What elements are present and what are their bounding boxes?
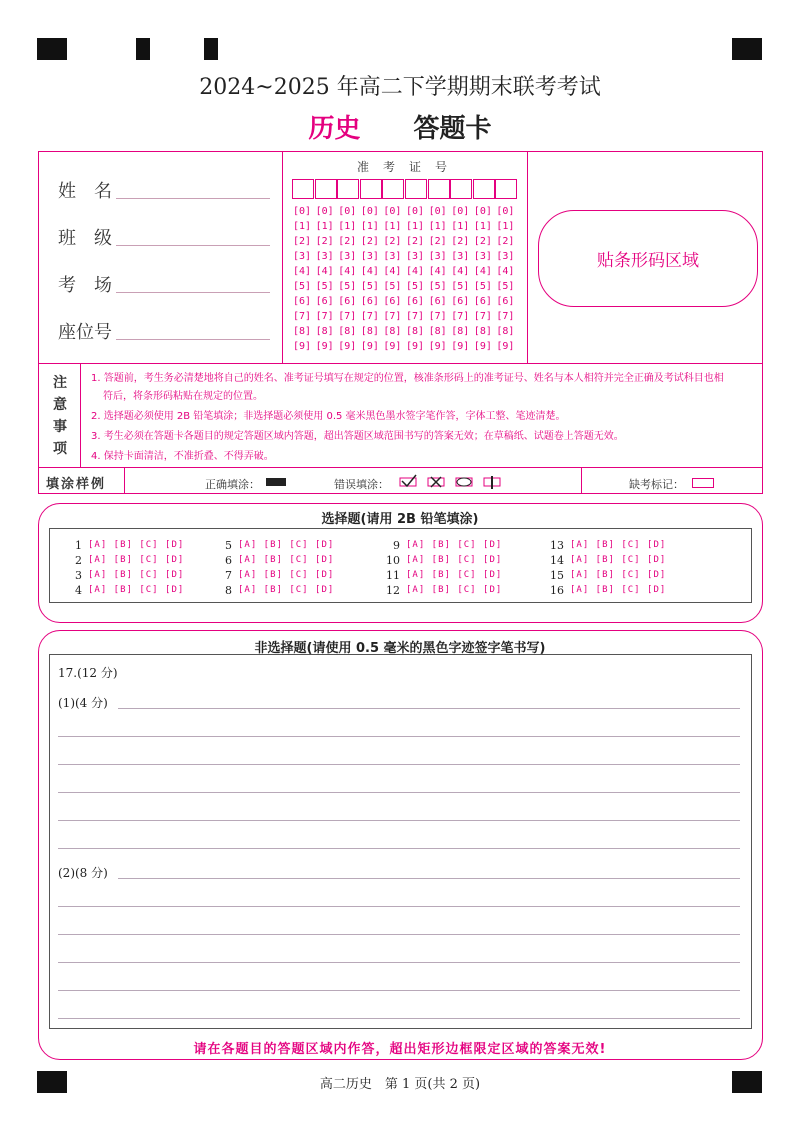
note-3: 3. 考生必须在答题卡各题目的规定答题区域内答题，超出答题区域范围书写的答案无效；在草稿纸、试题卷上答题无效。 [91,431,624,442]
exam-id-digit-bubble[interactable]: [0] [473,206,492,217]
exam-id-digit-bubble[interactable]: [9] [315,341,334,352]
exam-id-cell[interactable] [495,179,517,199]
choice-options[interactable]: [A] [B] [C] [D] [570,570,667,580]
exam-id-digit-bubble[interactable]: [0] [315,206,334,217]
answer-card-label: 答题卡 [413,114,492,144]
exam-id-digit-bubble[interactable]: [6] [315,296,334,307]
exam-id-digit-bubble[interactable]: [4] [496,266,515,277]
exam-id-cell[interactable] [405,179,427,199]
exam-id-digit-bubble[interactable]: [0] [428,206,447,217]
exam-id-digit-bubble[interactable]: [7] [338,311,357,322]
exam-id-digit-bubble[interactable]: [8] [496,326,515,337]
exam-id-digit-bubble[interactable]: [4] [473,266,492,277]
registration-mark-top-2 [136,38,150,60]
exam-id-cell[interactable] [292,179,314,199]
exam-id-digit-bubble[interactable]: [4] [293,266,312,277]
subject-name: 历史 [308,114,361,144]
barcode-area: 贴条形码区域 [538,210,758,307]
notes-heading-char-4: 项 [53,441,67,457]
exam-id-digit-bubble[interactable]: [2] [473,236,492,247]
answer-line[interactable] [58,1018,740,1019]
note-1: 1. 答题前，考生务必清楚地将自己的姓名、准考证号填写在规定的位置，核准条形码上的准考证号、姓名与本人相符并完全正确及考试科目也相 [91,373,724,384]
absent-mark-label: 缺考标记： [629,478,684,491]
name-label: 姓 名 [58,181,112,202]
exam-id-digit-bubble[interactable]: [2] [428,236,447,247]
exam-id-digit-bubble[interactable]: [3] [315,251,334,262]
exam-id-digit-bubble[interactable]: [2] [360,236,379,247]
answer-line[interactable] [58,848,740,849]
exam-id-digit-bubble[interactable]: [3] [473,251,492,262]
exam-id-digit-bubble[interactable]: [3] [428,251,447,262]
exam-id-digit-bubble[interactable]: [1] [315,221,334,232]
exam-id-digit-bubble[interactable]: [3] [360,251,379,262]
exam-id-digit-bubble[interactable]: [6] [293,296,312,307]
exam-id-digit-bubble[interactable]: [5] [338,281,357,292]
registration-mark-top-3 [204,38,218,60]
fill-divider-2 [581,468,582,494]
exam-id-digit-bubble[interactable]: [1] [496,221,515,232]
exam-id-digit-bubble[interactable]: [7] [360,311,379,322]
choice-options[interactable]: [A] [B] [C] [D] [88,555,185,565]
exam-id-digit-bubble[interactable]: [6] [451,296,470,307]
circle-icon [457,478,471,486]
absent-mark-box[interactable] [692,478,714,488]
class-field[interactable] [116,245,270,246]
exam-id-cell[interactable] [315,179,337,199]
choice-options[interactable]: [A] [B] [C] [D] [88,540,185,550]
exam-id-digit-bubble[interactable]: [6] [383,296,402,307]
exam-id-digit-bubble[interactable]: [4] [428,266,447,277]
notes-heading-char-2: 意 [53,397,67,413]
page-subtitle [0,108,800,145]
choice-question-number: 13 [550,539,564,552]
essay-section-title: 非选择题(请使用 0.5 毫米的黑色字迹签字笔书写) [254,641,546,656]
exam-id-digit-bubble[interactable]: [8] [473,326,492,337]
exam-id-digit-bubble[interactable]: [0] [383,206,402,217]
answer-line[interactable] [118,878,740,879]
exam-id-cell[interactable] [360,179,382,199]
exam-id-digit-bubble[interactable]: [8] [293,326,312,337]
wrong-fill-samples [398,474,508,490]
exam-id-digit-bubble[interactable]: [1] [383,221,402,232]
exam-id-digit-bubble[interactable]: [7] [293,311,312,322]
exam-id-digit-bubble[interactable]: [4] [383,266,402,277]
choice-question-number: 16 [550,584,564,597]
fill-example-label: 填涂样例 [46,477,107,492]
choice-options[interactable]: [A] [B] [C] [D] [406,570,503,580]
check-icon [402,475,416,486]
exam-id-digit-bubble[interactable]: [1] [428,221,447,232]
choice-question-number: 8 [225,584,232,597]
exam-id-digit-bubble[interactable]: [9] [451,341,470,352]
exam-id-digit-bubble[interactable]: [7] [496,311,515,322]
choice-options[interactable]: [A] [B] [C] [D] [406,585,503,595]
note-1-cont: 符后，将条形码粘贴在规定的位置。 [103,391,263,402]
exam-id-digit-bubble[interactable]: [5] [360,281,379,292]
question-17-label: 17.(12 分) [58,666,118,680]
seat-label: 座位号 [58,322,112,343]
exam-id-digit-bubble[interactable]: [2] [406,236,425,247]
choice-question-number: 14 [550,554,564,567]
choice-question-number: 11 [386,569,400,582]
exam-id-digit-bubble[interactable]: [0] [293,206,312,217]
exam-id-digit-bubble[interactable]: [9] [473,341,492,352]
choice-question-number: 5 [225,539,232,552]
exam-id-digit-bubble[interactable]: [5] [473,281,492,292]
class-label: 班 级 [58,228,112,249]
choice-options[interactable]: [A] [B] [C] [D] [570,585,667,595]
exam-id-cell[interactable] [382,179,404,199]
exam-id-digit-bubble[interactable]: [8] [338,326,357,337]
exam-id-digit-bubble[interactable]: [5] [496,281,515,292]
part-1-label: (1)(4 分) [58,696,108,710]
exam-id-digit-bubble[interactable]: [7] [315,311,334,322]
choice-options[interactable]: [A] [B] [C] [D] [238,570,335,580]
exam-id-digit-bubble[interactable]: [0] [338,206,357,217]
exam-id-digit-bubble[interactable]: [1] [338,221,357,232]
exam-id-digit-bubble[interactable]: [7] [383,311,402,322]
choice-options[interactable]: [A] [B] [C] [D] [570,555,667,565]
exam-id-digit-bubble[interactable]: [2] [315,236,334,247]
exam-id-digit-bubble[interactable]: [4] [360,266,379,277]
note-2: 2. 选择题必须使用 2B 铅笔填涂；非选择题必须使用 0.5 毫米黑色墨水签字笔作答，字体工整、笔迹清楚。 [91,411,566,422]
choice-question-number: 2 [75,554,82,567]
exam-id-digit-bubble[interactable]: [7] [473,311,492,322]
correct-fill-label: 正确填涂： [205,478,260,491]
answer-line[interactable] [58,962,740,963]
exam-id-digit-bubble[interactable]: [7] [428,311,447,322]
choice-options[interactable]: [A] [B] [C] [D] [88,585,185,595]
answer-line[interactable] [58,906,740,907]
essay-inner-box [49,654,752,1029]
exam-id-digit-bubble[interactable]: [6] [496,296,515,307]
choice-question-number: 7 [225,569,232,582]
exam-id-digit-bubble[interactable]: [6] [473,296,492,307]
choice-question-number: 1 [75,539,82,552]
answer-line[interactable] [58,736,740,737]
exam-id-digit-bubble[interactable]: [6] [360,296,379,307]
info-divider-1 [282,151,283,364]
exam-id-digit-bubble[interactable]: [8] [451,326,470,337]
exam-id-cell[interactable] [473,179,495,199]
choice-question-number: 10 [386,554,400,567]
room-label: 考 场 [58,275,112,296]
choice-question-number: 9 [393,539,400,552]
exam-id-cell[interactable] [337,179,359,199]
registration-mark-top-left [37,38,67,60]
exam-id-digit-bubble[interactable]: [2] [451,236,470,247]
registration-mark-top-right [732,38,762,60]
choice-question-number: 15 [550,569,564,582]
exam-id-digit-bubble[interactable]: [7] [451,311,470,322]
notes-heading [50,372,70,460]
notes-heading-char-1: 注 [53,375,67,391]
exam-id-digit-bubble[interactable]: [0] [360,206,379,217]
exam-id-digit-bubble[interactable]: [2] [383,236,402,247]
exam-id-digit-bubble[interactable]: [2] [496,236,515,247]
choice-options[interactable]: [A] [B] [C] [D] [238,540,335,550]
exam-id-digit-bubble[interactable]: [9] [293,341,312,352]
room-field[interactable] [116,292,270,293]
exam-id-digit-bubble[interactable]: [1] [473,221,492,232]
wrong-fill-label: 错误填涂： [334,478,389,491]
choice-question-number: 6 [225,554,232,567]
exam-id-digit-bubble[interactable]: [9] [406,341,425,352]
exam-id-digit-bubble[interactable]: [4] [315,266,334,277]
exam-id-digit-bubble[interactable]: [9] [496,341,515,352]
exam-id-digit-bubble[interactable]: [8] [383,326,402,337]
seat-field[interactable] [116,339,270,340]
notes-heading-char-3: 事 [53,419,67,435]
exam-id-digit-bubble[interactable]: [5] [451,281,470,292]
exam-id-digit-bubble[interactable]: [6] [428,296,447,307]
exam-id-digit-bubble[interactable]: [8] [360,326,379,337]
answer-line[interactable] [58,820,740,821]
exam-id-digit-bubble[interactable]: [1] [293,221,312,232]
exam-id-digit-bubble[interactable]: [5] [315,281,334,292]
exam-id-digit-bubble[interactable]: [3] [496,251,515,262]
exam-id-digit-bubble[interactable]: [3] [293,251,312,262]
name-field[interactable] [116,198,270,199]
exam-id-cell[interactable] [450,179,472,199]
exam-id-title: 准考证号 [357,160,462,174]
choice-question-number: 4 [75,584,82,597]
choice-options[interactable]: [A] [B] [C] [D] [570,540,667,550]
exam-id-digit-bubble[interactable]: [8] [428,326,447,337]
exam-id-digit-bubble[interactable]: [4] [338,266,357,277]
answer-line[interactable] [118,708,740,709]
page-footer: 高二历史 第 1 页(共 2 页) [319,1077,481,1092]
exam-id-digit-bubble[interactable]: [8] [406,326,425,337]
choice-options[interactable]: [A] [B] [C] [D] [406,540,503,550]
part-2-label: (2)(8 分) [58,866,108,880]
exam-id-digit-bubble[interactable]: [5] [406,281,425,292]
answer-area-warning: 请在各题目的答题区域内作答，超出矩形边框限定区域的答案无效! [193,1042,607,1057]
exam-id-digit-bubble[interactable]: [3] [451,251,470,262]
choice-options[interactable]: [A] [B] [C] [D] [88,570,185,580]
exam-id-digit-bubble[interactable]: [6] [338,296,357,307]
exam-id-digit-bubble[interactable]: [4] [451,266,470,277]
exam-id-digit-bubble[interactable]: [7] [406,311,425,322]
exam-id-digit-bubble[interactable]: [0] [451,206,470,217]
answer-line[interactable] [58,792,740,793]
choice-options[interactable]: [A] [B] [C] [D] [238,585,335,595]
exam-id-digit-bubble[interactable]: [0] [496,206,515,217]
choice-question-number: 12 [386,584,400,597]
notes-divider [80,364,81,468]
exam-id-digit-bubble[interactable]: [9] [360,341,379,352]
choice-section-title: 选择题(请用 2B 铅笔填涂) [321,512,479,527]
exam-id-digit-bubble[interactable]: [0] [406,206,425,217]
choice-options[interactable]: [A] [B] [C] [D] [238,555,335,565]
fill-divider-1 [124,468,125,494]
exam-id-digit-bubble[interactable]: [5] [293,281,312,292]
exam-id-digit-bubble[interactable]: [1] [451,221,470,232]
info-divider-2 [527,151,528,364]
exam-id-digit-bubble[interactable]: [6] [406,296,425,307]
exam-id-digit-bubble[interactable]: [3] [383,251,402,262]
exam-id-digit-bubble[interactable]: [2] [338,236,357,247]
exam-id-digit-bubble[interactable]: [2] [293,236,312,247]
answer-line[interactable] [58,990,740,991]
correct-fill-sample [266,478,286,486]
exam-id-digit-bubble[interactable]: [3] [406,251,425,262]
exam-id-digit-bubble[interactable]: [4] [406,266,425,277]
exam-id-digit-bubble[interactable]: [5] [428,281,447,292]
exam-id-digit-bubble[interactable]: [1] [360,221,379,232]
choice-question-number: 3 [75,569,82,582]
exam-id-digit-bubble[interactable]: [5] [383,281,402,292]
exam-id-digit-bubble[interactable]: [9] [383,341,402,352]
note-4: 4. 保持卡面清洁，不准折叠、不得弄破。 [91,451,274,462]
exam-id-digit-bubble[interactable]: [8] [315,326,334,337]
exam-id-digit-bubble[interactable]: [3] [338,251,357,262]
answer-line[interactable] [58,764,740,765]
exam-id-digit-bubble[interactable]: [9] [428,341,447,352]
answer-line[interactable] [58,934,740,935]
exam-id-digit-bubble[interactable]: [1] [406,221,425,232]
exam-id-cell[interactable] [428,179,450,199]
exam-title: 2024~2025 年高二下学期期末联考考试 [199,75,601,100]
choice-options[interactable]: [A] [B] [C] [D] [406,555,503,565]
exam-id-digit-bubble[interactable]: [9] [338,341,357,352]
